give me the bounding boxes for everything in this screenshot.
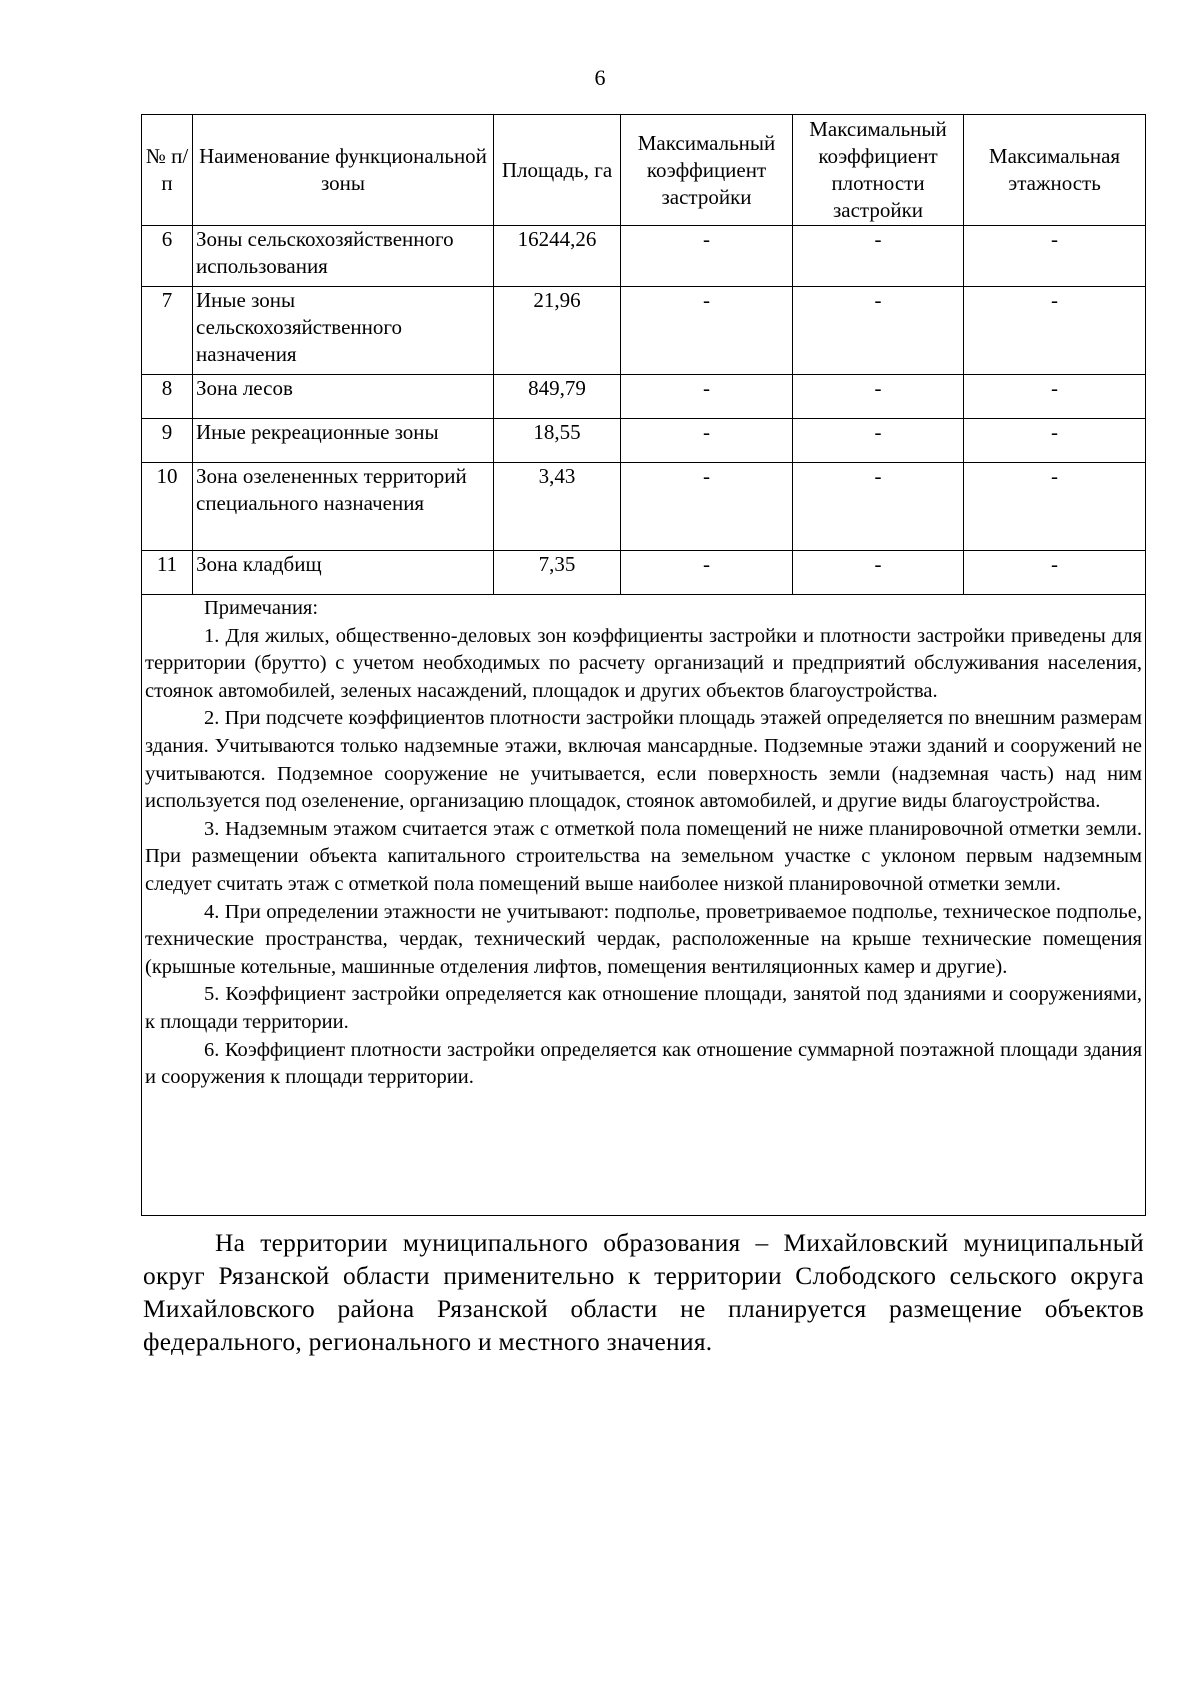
row-zone-name: Зона лесов <box>193 375 494 419</box>
row-area: 7,35 <box>494 551 621 595</box>
header-max-build-coef: Максимальный коэффициент застройки <box>621 115 793 226</box>
row-max-build-coef: - <box>621 463 793 551</box>
row-area: 21,96 <box>494 287 621 375</box>
row-num: 7 <box>142 287 193 375</box>
table-row <box>142 287 1146 375</box>
row-max-density-coef: - <box>793 551 964 595</box>
page-number: 6 <box>594 65 606 90</box>
row-max-density-coef: - <box>793 419 964 463</box>
row-max-build-coef: - <box>621 375 793 419</box>
row-area: 16244,26 <box>494 226 621 287</box>
table-row <box>142 419 1146 463</box>
row-zone-name: Зоны сельскохозяйственного использования <box>193 226 494 287</box>
row-area: 3,43 <box>494 463 621 551</box>
notes-cell <box>142 595 1146 1216</box>
table-row <box>142 226 1146 287</box>
header-area: Площадь, га <box>494 115 621 226</box>
row-max-build-coef: - <box>621 551 793 595</box>
notes-title: Примечания: <box>204 597 319 619</box>
body-paragraph: На территории муниципального образования – Михайловский муниципальный округ Рязанской области применительно к территории Слободского сельского округа Михайловского района Рязанской области не планируется размещение объектов федерального, регионального и местного значения. <box>143 1229 1144 1356</box>
header-max-density-coef: Максимальный коэффициент плотности застройки <box>793 115 964 226</box>
note-item: 4. При определении этажности не учитывают: подполье, проветриваемое подполье, техническое подполье, технические пространства, чердак, технический чердак, расположенные на крыше технические помещения (крышные котельные, машинные отделения лифтов, помещения вентиляционных камер и другие). <box>145 900 1142 978</box>
note-item: 2. При подсчете коэффициентов плотности застройки площадь этажей определяется по внешним размерам здания. Учитываются только надземные этажи, включая мансардные. Подземные этажи зданий и сооружений не учитываются. Подземное сооружение не учитывается, если поверхность земли (надземная часть) над ним используется под озеленение, организацию площадок, стоянок автомобилей, и другие виды благоустройства. <box>145 707 1142 813</box>
note-item: 5. Коэффициент застройки определяется как отношение площади, занятой под зданиями и сооружениями, к площади территории. <box>145 983 1142 1033</box>
row-max-floors: - <box>964 419 1146 463</box>
row-max-build-coef: - <box>621 287 793 375</box>
row-max-density-coef: - <box>793 375 964 419</box>
row-zone-name: Зона кладбищ <box>193 551 494 595</box>
row-zone-name: Иные зоны сельскохозяйственного назначения <box>193 287 494 375</box>
row-max-floors: - <box>964 375 1146 419</box>
note-item: 3. Надземным этажом считается этаж с отметкой пола помещений не ниже планировочной отметки земли. При размещении объекта капитального строительства на земельном участке с уклоном первым надземным следует считать этаж с отметкой пола помещений выше наиболее низкой планировочной отметки земли. <box>145 817 1142 895</box>
row-num: 6 <box>142 226 193 287</box>
header-zone-name: Наименование функциональной зоны <box>193 115 494 226</box>
table-row <box>142 463 1146 551</box>
row-num: 10 <box>142 463 193 551</box>
row-zone-name: Иные рекреационные зоны <box>193 419 494 463</box>
row-max-floors: - <box>964 287 1146 375</box>
row-area: 18,55 <box>494 419 621 463</box>
notes-row <box>142 595 1146 1216</box>
table-row <box>142 375 1146 419</box>
zones-table <box>141 114 1146 1216</box>
row-area: 849,79 <box>494 375 621 419</box>
header-num: № п/п <box>142 115 193 226</box>
row-max-floors: - <box>964 551 1146 595</box>
table-header-row <box>142 115 1146 226</box>
row-max-floors: - <box>964 226 1146 287</box>
note-item: 1. Для жилых, общественно-деловых зон коэффициенты застройки и плотности застройки приведены для территории (брутто) с учетом необходимых по расчету организаций и предприятий обслуживания населения, стоянок автомобилей, зеленых насаждений, площадок и других объектов благоустройства. <box>145 624 1142 702</box>
row-max-density-coef: - <box>793 226 964 287</box>
row-num: 8 <box>142 375 193 419</box>
row-max-density-coef: - <box>793 463 964 551</box>
row-max-floors: - <box>964 463 1146 551</box>
note-item: 6. Коэффициент плотности застройки определяется как отношение суммарной поэтажной площади здания и сооружения к площади территории. <box>145 1038 1142 1089</box>
row-max-build-coef: - <box>621 226 793 287</box>
row-num: 11 <box>142 551 193 595</box>
table-row <box>142 551 1146 595</box>
row-max-density-coef: - <box>793 287 964 375</box>
row-zone-name: Зона озелененных территорий специального назначения <box>193 463 494 551</box>
row-max-build-coef: - <box>621 419 793 463</box>
row-num: 9 <box>142 419 193 463</box>
header-max-floors: Максимальная этажность <box>964 115 1146 226</box>
